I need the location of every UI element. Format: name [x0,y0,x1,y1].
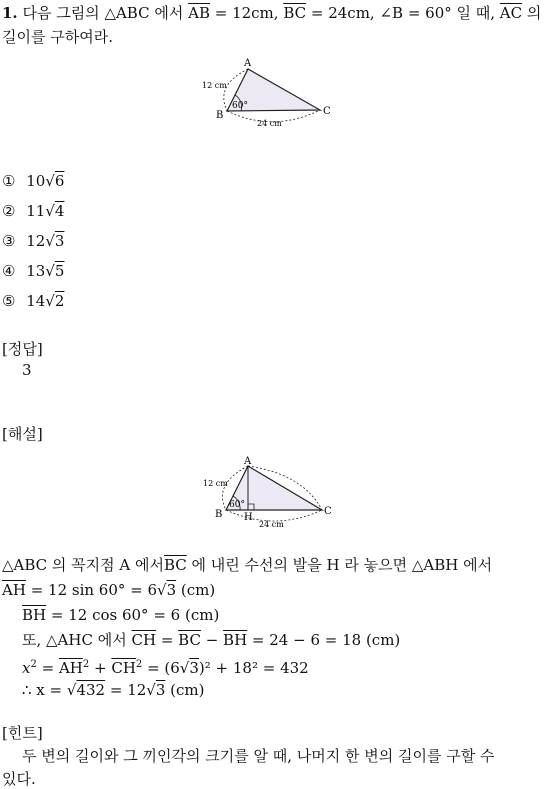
segment-bc: $\overline{BC}$ [164,556,187,574]
problem-text-4: 의 [522,4,542,22]
choice-5[interactable] [2,292,64,310]
choice-radicand: 6 [54,172,65,190]
problem-line-1 [2,2,541,23]
solution-text: )² + 18² = 432 [198,659,309,677]
choice-marker: ② [2,202,16,220]
solution-text: 에 내린 수선의 발을 H 라 놓으면 △ABH 에서 [186,556,493,574]
sqrt-symbol: √3 [45,232,65,250]
segment-bh: $\overline{BH}$ [223,631,248,649]
choice-marker: ① [2,172,16,190]
choice-3[interactable] [2,232,64,250]
side-bc-label: 24 cm [257,119,282,128]
problem-text-2: = 12cm, [209,4,284,22]
choice-coef: 14 [26,292,46,310]
solution-text: = 24 − 6 = 18 (cm) [247,631,401,649]
solution-text: = [156,631,179,649]
sqrt-symbol: √2 [45,292,65,310]
segment-bc: $\overline{BC}$ [283,4,307,22]
variable-x: x [22,659,31,677]
solution-line-1 [0,553,536,577]
sqrt-symbol: √3 [179,659,199,677]
choice-2[interactable] [2,202,64,220]
choice-coef: 11 [26,202,46,220]
solution-text: = (6 [142,659,180,677]
solution-text: = 12 [105,681,147,699]
solution-text: = 12 cos 60° = 6 (cm) [46,606,220,624]
answer-value: 3 [22,361,32,379]
solution-line-4 [0,628,556,652]
choice-coef: 10 [26,172,46,190]
problem-number: 1. [2,4,18,22]
sqrt-symbol: √4 [45,202,65,220]
segment-bh: $\overline{BH}$ [22,606,47,624]
solution-line-3 [0,603,556,627]
choice-coef: 13 [26,262,46,280]
solution-text: = [36,659,59,677]
solution-text: = 12 sin 60° = 6 [25,581,158,599]
radicand: 432 [76,681,106,699]
solution-text: + [89,659,112,677]
vertex-a-label: A [244,58,252,69]
segment-ah: $\overline{AH}$ [58,659,83,677]
solution-text: 또, △AHC 에서 [22,631,132,649]
radicand: 3 [189,659,199,677]
segment-bc: $\overline{BC}$ [178,631,201,649]
angle-label: 60° [232,101,248,111]
hint-heading: [힌트] [2,724,43,742]
foot-h-label: H [244,512,253,523]
sqrt-symbol: √6 [45,172,65,190]
choice-4[interactable] [2,262,64,280]
side-bc-label: 24 cm [259,520,284,529]
solution-text: ∴ x = [22,681,67,699]
solution-text: (cm) [176,581,216,599]
choice-coef: 12 [26,232,46,250]
sqrt-symbol: √5 [45,262,65,280]
problem-line-2: 길이를 구하여라. [2,28,113,46]
segment-ac: $\overline{AC}$ [499,4,523,22]
choice-radicand: 5 [54,262,65,280]
side-ab-label: 12 cm [203,479,228,488]
segment-ab: $\overline{AB}$ [188,4,210,22]
answer-heading: [정답] [2,340,43,358]
solution-text: (cm) [165,681,205,699]
choice-radicand: 3 [54,232,65,250]
choice-marker: ④ [2,262,16,280]
solution-text: △ABC 의 꼭지점 A 에서 [2,556,164,574]
radicand: 3 [166,581,177,599]
hint-line-1: 두 변의 길이와 그 끼인각의 크기를 알 때, 나머지 한 변의 길이를 구할 수 [22,747,495,765]
choice-radicand: 2 [54,292,65,310]
solution-text: − [200,631,224,649]
segment-ch: $\overline{CH}$ [131,631,157,649]
vertex-a-label: A [244,456,252,467]
vertex-c-label: C [323,106,331,117]
solution-line-2 [0,578,536,602]
vertex-b-label: B [216,110,224,121]
vertex-b-label: B [215,509,223,520]
choice-marker: ③ [2,232,16,250]
triangle-figure [195,55,340,130]
hint-line-2: 있다. [2,770,36,788]
choice-1[interactable] [2,172,64,190]
problem-text-3: = 24cm, ∠B = 60° 일 때, [306,4,500,22]
radicand: 3 [155,681,166,699]
solution-line-6 [0,678,556,702]
choice-radicand: 4 [54,202,65,220]
segment-ch: $\overline{CH}$ [111,659,136,677]
solution-heading: [해설] [2,425,43,443]
sqrt-symbol: √432 [66,681,106,699]
choice-marker: ⑤ [2,292,16,310]
sqrt-symbol: √3 [157,581,177,599]
problem-text-1: 다음 그림의 △ABC 에서 [22,4,189,22]
side-ab-label: 12 cm [202,81,227,90]
vertex-c-label: C [324,506,332,517]
sqrt-symbol: √3 [146,681,166,699]
solution-line-5: $x^2 = \overline{AH}^2 + \overline{CH}^2 = (6√3)^2 + 18^2 = 432$ [0,653,556,680]
angle-label: 60° [229,500,245,510]
segment-ah: $\overline{AH}$ [2,581,26,599]
solution-figure [195,454,340,529]
